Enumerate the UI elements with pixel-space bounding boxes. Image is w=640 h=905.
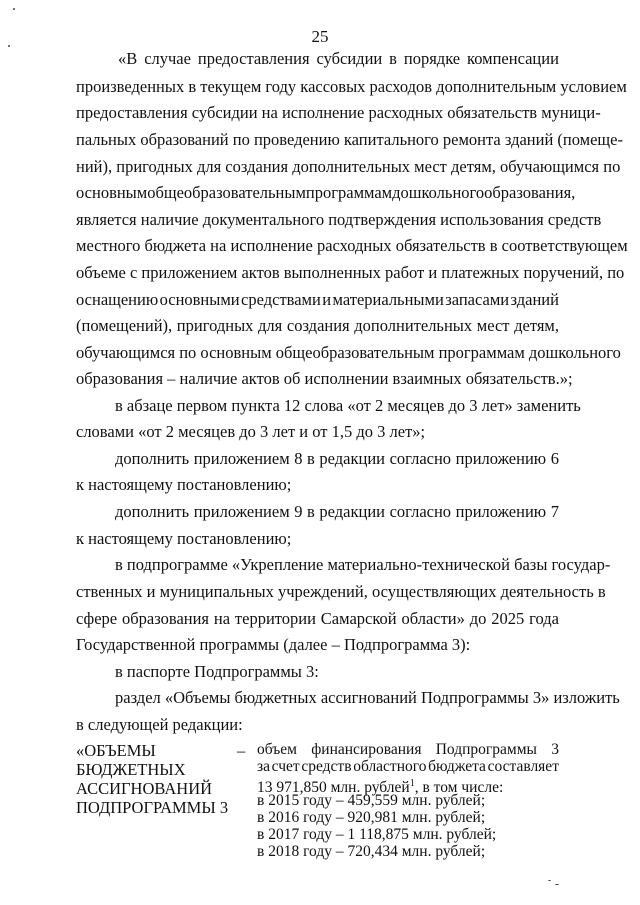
passport-value-line: в 2017 году – 1 118,875 млн. рублей; (257, 826, 497, 843)
word: счет (271, 758, 300, 775)
text-line (76, 183, 576, 203)
passport-label-line: «ОБЪЕМЫ (76, 741, 156, 760)
word: согласно (389, 449, 452, 468)
word: области» (401, 609, 465, 628)
text-line: к настоящему постановлению; (76, 475, 292, 494)
text-line: предоставления субсидии на исполнение расходных обязательств муници- (76, 103, 601, 122)
footnote-marker: 1 (409, 778, 415, 789)
word: мест (476, 316, 510, 335)
word: пригодных (176, 316, 254, 335)
text-line: произведенных в текущем году кассовых расходов дополнительным условием (76, 77, 627, 96)
word: , в том числе: (414, 779, 504, 797)
passport-value-line: в 2015 году – 459,559 млн. рублей; (257, 792, 486, 809)
word: предоставления (197, 49, 310, 68)
text-line: образования – наличие актов об исполнении взаимных обязательств.»; (76, 369, 573, 388)
text-line: Государственной программы (далее – Подпрограмма 3): (76, 635, 471, 654)
word: объем (257, 741, 297, 758)
text-line: в подпрограмме «Укрепление материально-технической базы государ- (115, 555, 611, 574)
word: 6 (550, 449, 559, 468)
word: до (469, 609, 487, 628)
word: субсидии (316, 49, 383, 68)
word: средств (301, 758, 352, 775)
word: основными (159, 290, 240, 309)
word: 8 (294, 449, 303, 468)
word: в (389, 49, 397, 68)
scan-speck (548, 880, 551, 881)
word: бюджета (428, 758, 486, 775)
text-line (115, 502, 559, 522)
word: дополнить (115, 502, 190, 521)
word: компенсации (467, 49, 559, 68)
scan-speck (555, 884, 559, 885)
text-line: пальных образований по проведению капитального ремонта зданий (помеще- (76, 130, 623, 149)
text-line: местного бюджета на исполнение расходных обязательств в соответствующем (76, 236, 628, 255)
word: приложением (193, 449, 290, 468)
text-line: в паспорте Подпрограммы 3: (115, 662, 319, 681)
word: общеобразовательным (147, 183, 306, 202)
word: составляет (487, 758, 559, 775)
word: «В (118, 49, 138, 68)
text-line: ний), пригодных для создания дополнительных мест детям, обучающимся по (76, 157, 621, 176)
text-line: в абзаце первом пункта 12 слова «от 2 месяцев до 3 лет» заменить (115, 396, 581, 415)
word: 13 971,850 млн. рублей (257, 779, 410, 797)
word: 9 (294, 502, 303, 521)
page-number: 25 (311, 27, 329, 46)
text-line: к настоящему постановлению; (76, 529, 292, 548)
word: в (307, 502, 315, 521)
word: материальными (332, 290, 444, 309)
word: 2025 (491, 609, 525, 628)
word: (помещений), (76, 316, 173, 335)
word: редакции (319, 502, 386, 521)
word: запасами (445, 290, 510, 309)
word: за (257, 758, 271, 775)
passport-label-line: АССИГНОВАНИЙ (76, 779, 213, 798)
word: создания (286, 316, 350, 335)
scan-speck (13, 8, 15, 10)
word: порядке (403, 49, 461, 68)
word: детям, (514, 316, 559, 335)
word: дошкольного (392, 183, 485, 202)
word: сфере (76, 609, 118, 628)
text-line: ственных и муниципальных учреждений, осуществляющих деятельность в (76, 582, 606, 601)
word: программам (305, 183, 393, 202)
word: согласно (389, 502, 452, 521)
word: основным (76, 183, 148, 202)
word: образования (121, 609, 210, 628)
word: года (529, 609, 559, 628)
text-line (76, 316, 559, 336)
text-line: в следующей редакции: (76, 715, 243, 734)
word: дополнительных (354, 316, 473, 335)
text-line: является наличие документального подтверждения использования средств (76, 210, 602, 229)
word: и (322, 290, 332, 309)
text-line (118, 49, 559, 69)
word: областного (353, 758, 427, 775)
word: оснащению (76, 290, 159, 309)
word: в (307, 449, 315, 468)
word: 3 (551, 741, 559, 758)
word: приложению (455, 449, 547, 468)
word: приложением (193, 502, 290, 521)
scan-speck (8, 45, 10, 47)
passport-value-line (257, 741, 559, 759)
word: финансирования (311, 741, 422, 758)
passport-label-line: ПОДПРОГРАММЫ 3 (76, 798, 229, 817)
text-line: раздел «Объемы бюджетных ассигнований Подпрограммы 3» изложить (115, 688, 620, 707)
word: 7 (550, 502, 559, 521)
text-line: словами «от 2 месяцев до 3 лет и от 1,5 до 3 лет»; (76, 422, 426, 441)
word: для (258, 316, 283, 335)
text-line (76, 609, 559, 629)
passport-value-line: в 2018 году – 720,434 млн. рублей; (257, 843, 486, 860)
text-line: объеме с приложением актов выполненных работ и платежных поручений, по (76, 263, 625, 282)
passport-dash: – (237, 741, 246, 760)
word: приложению (455, 502, 547, 521)
text-line (115, 449, 559, 469)
passport-value-line: в 2016 году – 920,981 млн. рублей; (257, 809, 486, 826)
word: дополнить (115, 449, 190, 468)
word: на (213, 609, 231, 628)
text-line (76, 290, 559, 310)
word: случае (144, 49, 191, 68)
word: средствами (241, 290, 321, 309)
word: территории (234, 609, 316, 628)
passport-value-line (257, 758, 559, 776)
word: Самарской (320, 609, 397, 628)
word: Подпрограммы (435, 741, 537, 758)
word: образования, (484, 183, 576, 202)
text-line: обучающимся по основным общеобразовательным программам дошкольного (76, 343, 621, 362)
word: зданий (510, 290, 559, 309)
word: редакции (319, 449, 386, 468)
passport-label-line: БЮДЖЕТНЫХ (76, 760, 186, 779)
